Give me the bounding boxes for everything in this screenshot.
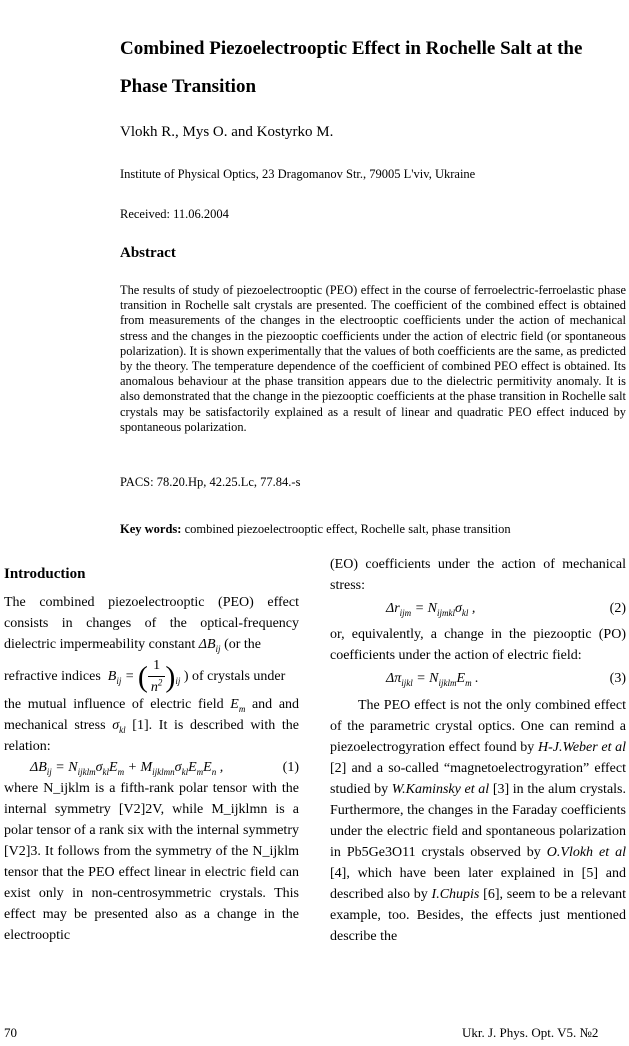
keywords-label: Key words: <box>120 522 182 536</box>
intro-paragraph-2: where N_ijklm is a fifth-rank polar tensor with the internal symmetry [V2]2V, while M_ijklmn is a polar tensor of a rank six with the internal symmetry [V2]3. It follows from the symmetry of the N_ijklm tensor that the PEO effect linear in electric field can exist only in non-centrosymmetric crystals. This effect may be presented also as a change in the electrooptic <box>4 781 299 943</box>
equation-2 <box>386 598 626 619</box>
equation-3-number: (3) <box>609 671 626 686</box>
journal-reference: Ukr. J. Phys. Opt. V5. №2 <box>462 1025 599 1040</box>
intro-text-1f: and mechanical stress <box>4 697 300 733</box>
right-text-3c: [3] in the alum crystals. Furthermore, the changes in the Faraday coefficients under the electric field and spontaneous polarization in Pb5Ge3O11 crystals observed by <box>330 782 626 860</box>
right-text-3d: [4], which have been later explained in [5] and described also by <box>330 866 626 902</box>
right-text-3a: The PEO effect is not the only combined effect of the parametric crystal optics. One can remind a piezoelectrogyration effect found by <box>330 698 626 755</box>
intro-paragraph-1 <box>4 592 299 655</box>
intro-text-1g: [1]. It is described with the relation: <box>4 718 299 754</box>
equation-2-formula: $\Delta r_{ijm} = N_{ijmkl}\sigma_{kl}$ , <box>386 601 476 618</box>
reference-chupis: I.Chupis <box>431 887 480 902</box>
received-date: Received: 11.06.2004 <box>120 207 229 221</box>
intro-text-1a: The combined piezoelectrooptic (PEO) effect consists in changes of the optical-frequency dielectric impermeability constant <box>4 595 299 652</box>
paper-title: Combined Piezoelectrooptic Effect in Rochelle Salt at the Phase Transition <box>120 38 583 97</box>
pacs-codes: PACS: 78.20.Hp, 42.25.Lc, 77.84.-s <box>120 475 301 489</box>
reference-vlokh: O.Vlokh et al <box>546 845 626 860</box>
intro-text-1c: refractive indices <box>4 668 101 684</box>
intro-line-refractive <box>4 648 299 695</box>
symbol-sigma-kl: $\sigma_{kl}$ <box>112 718 126 735</box>
symbol-delta-b: $\Delta B_{ij}$ <box>198 637 221 654</box>
equation-3 <box>386 668 626 689</box>
intro-text-1d: ) of crystals under <box>183 668 286 684</box>
right-paragraph-1: (EO) coefficients under the action of mechanical stress: <box>330 557 626 593</box>
right-paragraph-3 <box>330 695 626 947</box>
equation-1-number: (1) <box>282 760 299 775</box>
right-paragraph-2: or, equivalently, a change in the piezooptic (PO) coefficients under the action of electric field: <box>330 627 626 663</box>
symbol-e-m: $E_m$ <box>230 697 246 714</box>
intro-text-1b: (or the <box>224 637 261 652</box>
keywords-text: combined piezoelectrooptic effect, Rochelle salt, phase transition <box>184 522 511 536</box>
equation-1-formula: $\Delta B_{ij} = N_{ijklm}\sigma_{kl}E_m + M_{ijklmn}\sigma_{kl}E_mE_n$ , <box>30 760 224 777</box>
right-text-3b: [2] and a so-called “magnetoelectrogyration” effect studied by <box>330 761 626 797</box>
abstract-text: The results of study of piezoelectrooptic (PEO) effect in the course of ferroelectric-ferroelastic phase transition in Rochelle salt crystals are presented. The coefficient of the combined effect is obtained from measurements of the changes in the electrooptic coefficients under the action of mechanical stress and the changes in the piezooptic coefficients under the action of electric field (or spontaneous polarization). It is shown experimentally that the values of both coefficients are the same, as predicted by the theory. The temperature dependence of the coefficient of combined PEO effect is obtained. Its anomalous behaviour at the phase transition appears due to the dielectric permitivity anomaly. It is also demonstrated that the change in the piezooptic coefficients at the phase transition in Rochelle salt crystals may be satisfactorily explained as a result of linear and quadratic PEO effect induced by spontaneous polarization. <box>120 283 626 434</box>
reference-weber: H-J.Weber et al <box>537 740 626 755</box>
page-number: 70 <box>4 1025 17 1040</box>
intro-text-1e: the mutual influence of electric field <box>4 697 224 712</box>
equation-2-number: (2) <box>609 601 626 616</box>
abstract-heading: Abstract <box>120 245 176 261</box>
equation-1 <box>30 757 299 778</box>
intro-paragraph-1-cont: the mutual influence of electric field $E_m$ and and mechanical stress $\sigma_{kl}$ [1]. It is described with the relation: <box>4 697 300 754</box>
introduction-heading: Introduction <box>4 566 86 582</box>
equation-3-formula: $\Delta\pi_{ijkl} = N_{ijklm}E_m$ . <box>386 671 479 688</box>
refractive-index-formula: $B_{ij}$ = ( $\frac{1}{n^2}$ )$_{ij}$ <box>104 669 184 684</box>
right-text-3e: [6], seem to be a relevant example, too. Besides, the effects just mentioned describe the <box>330 887 627 944</box>
institute: Institute of Physical Optics, 23 Dragomanov Str., 79005 L'viv, Ukraine <box>120 167 476 181</box>
keywords <box>120 522 511 537</box>
reference-kaminsky: W.Kaminsky et al <box>391 782 490 797</box>
authors: Vlokh R., Mys O. and Kostyrko M. <box>120 124 334 140</box>
